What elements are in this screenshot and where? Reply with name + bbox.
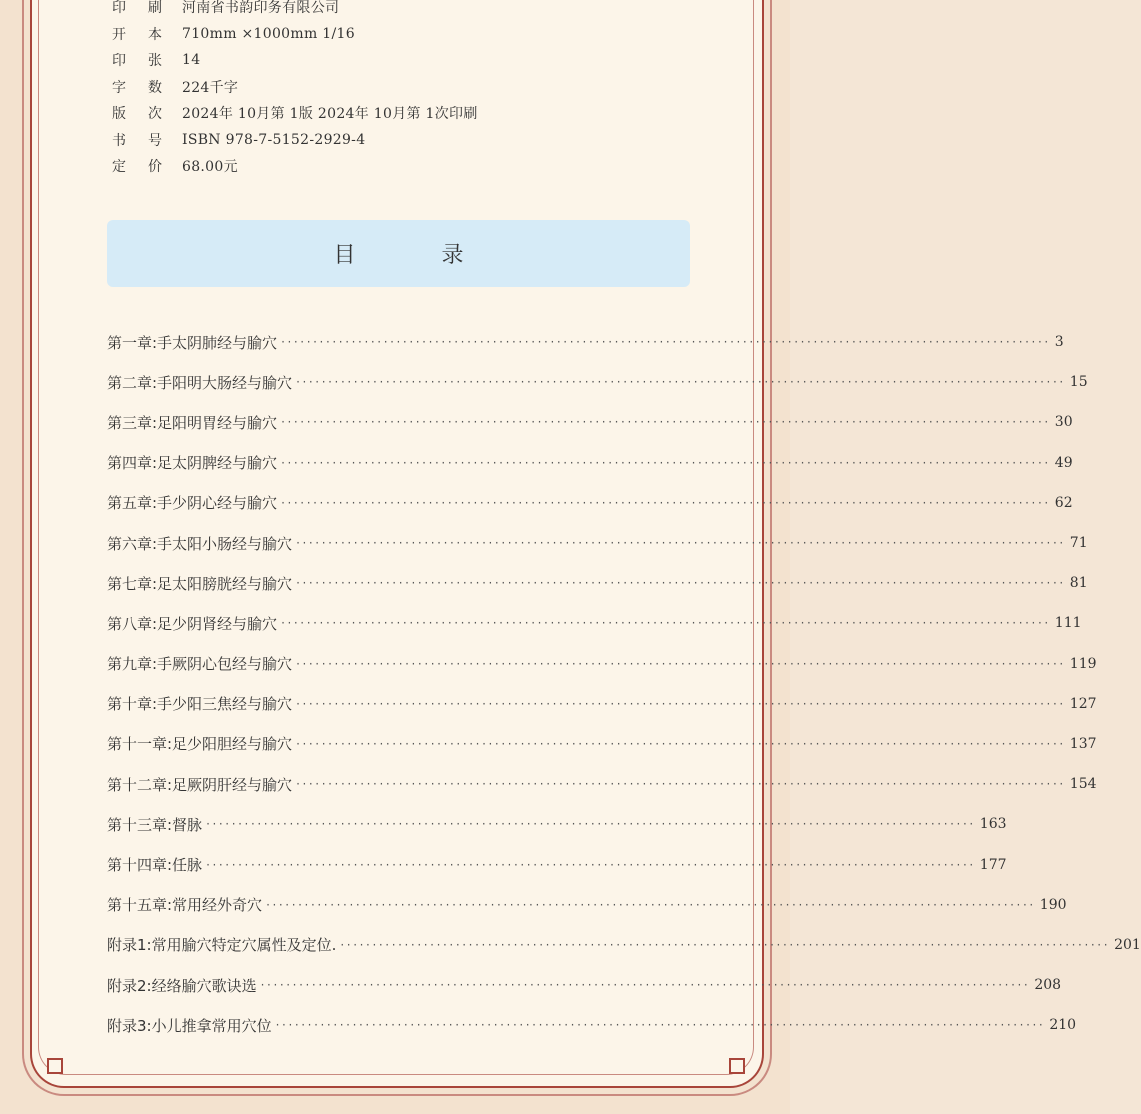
toc-heading	[107, 220, 690, 287]
toc-leader-dots: ························································································································	[340, 937, 1111, 952]
toc-entry-page: 49	[1054, 454, 1073, 471]
toc-leader-dots: ························································································································	[266, 897, 1036, 912]
colophon-row	[112, 21, 672, 48]
toc-leader-dots: ························································································································	[281, 335, 1051, 350]
toc-leader-dots: ························································································································	[296, 777, 1066, 792]
toc-entry[interactable]	[107, 644, 1097, 684]
toc-entry-page: 81	[1069, 575, 1088, 592]
colophon-label: 号	[148, 132, 162, 149]
toc-entry-title: 第十三章:督脉	[107, 815, 203, 834]
toc-entry-page: 137	[1069, 735, 1097, 752]
toc-entry-page: 177	[979, 856, 1007, 873]
toc-entry-page: 15	[1069, 374, 1088, 391]
toc-entry-title: 第七章:足太阳膀胱经与腧穴	[107, 574, 293, 593]
toc-entry-title: 第十二章:足厥阴肝经与腧穴	[107, 775, 293, 794]
colophon-value: ISBN 978-7-5152-2929-4	[182, 131, 366, 148]
colophon-value: 河南省书韵印务有限公司	[182, 0, 340, 17]
colophon-label: 定	[112, 159, 126, 176]
toc-entry-title: 第一章:手太阴肺经与腧穴	[107, 333, 278, 352]
toc-entry-title: 第四章:足太阴脾经与腧穴	[107, 454, 278, 473]
toc-leader-dots: ························································································································	[296, 576, 1066, 591]
toc-entry[interactable]	[107, 523, 1088, 563]
colophon-value: 68.00元	[182, 159, 238, 176]
toc-entry[interactable]	[107, 563, 1088, 603]
toc-entry[interactable]	[107, 885, 1067, 925]
toc-entry[interactable]	[107, 684, 1097, 724]
colophon-block	[112, 0, 672, 180]
toc-leader-dots: ························································································································	[206, 817, 976, 832]
toc-entry-page: 71	[1069, 535, 1088, 552]
toc-leader-dots: ························································································································	[260, 978, 1031, 993]
toc-entry[interactable]	[107, 443, 1073, 483]
table-of-contents	[107, 322, 1141, 1045]
colophon-label: 张	[148, 53, 162, 70]
colophon-label: 本	[148, 26, 162, 43]
toc-entry-page: 190	[1039, 896, 1067, 913]
toc-heading-char: 录	[441, 243, 464, 268]
toc-entry-page: 127	[1069, 695, 1097, 712]
toc-entry-title: 第三章:足阳明胃经与腧穴	[107, 413, 278, 432]
toc-entry[interactable]	[107, 965, 1062, 1005]
colophon-row	[112, 47, 672, 74]
toc-entry-title: 第六章:手太阳小肠经与腧穴	[107, 534, 293, 553]
frame-corner-ornament-left	[47, 1058, 63, 1074]
colophon-value: 2024年 10月第 1版 2024年 10月第 1次印刷	[182, 106, 478, 123]
toc-entry-page: 30	[1054, 414, 1073, 431]
toc-entry-title: 第二章:手阳明大肠经与腧穴	[107, 373, 293, 392]
toc-entry-page: 201	[1114, 936, 1141, 953]
colophon-label: 书	[112, 132, 126, 149]
toc-entry-page: 208	[1034, 977, 1062, 994]
colophon-label: 刷	[148, 0, 162, 17]
colophon-value: 710mm ×1000mm 1/16	[182, 25, 355, 42]
toc-entry-title: 第八章:足少阴肾经与腧穴	[107, 614, 278, 633]
toc-leader-dots: ························································································································	[296, 656, 1066, 671]
toc-leader-dots: ························································································································	[281, 415, 1051, 430]
toc-entry-title: 第十五章:常用经外奇穴	[107, 896, 263, 915]
toc-entry-page: 3	[1054, 334, 1064, 351]
toc-leader-dots: ························································································································	[206, 857, 976, 872]
toc-entry-page: 163	[979, 816, 1007, 833]
colophon-row	[112, 74, 672, 101]
toc-entry[interactable]	[107, 402, 1073, 442]
toc-entry[interactable]	[107, 925, 1141, 965]
toc-entry[interactable]	[107, 724, 1097, 764]
toc-entry[interactable]	[107, 804, 1007, 844]
toc-entry[interactable]	[107, 483, 1073, 523]
colophon-label: 字	[112, 79, 126, 96]
colophon-label: 版	[112, 106, 126, 123]
colophon-label: 印	[112, 53, 126, 70]
toc-entry-title: 第十章:手少阳三焦经与腧穴	[107, 695, 293, 714]
toc-entry-title: 附录3:小儿推拿常用穴位	[107, 1016, 272, 1035]
toc-entry-page: 62	[1054, 494, 1073, 511]
toc-entry[interactable]	[107, 322, 1064, 362]
colophon-label: 次	[148, 106, 162, 123]
toc-entry-title: 第五章:手少阴心经与腧穴	[107, 494, 278, 513]
colophon-label: 价	[148, 159, 162, 176]
toc-entry-title: 附录1:常用腧穴特定穴属性及定位.	[107, 936, 337, 955]
toc-heading-char: 目	[333, 243, 356, 268]
colophon-row	[112, 127, 672, 154]
toc-leader-dots: ························································································································	[281, 616, 1051, 631]
colophon-row	[112, 0, 672, 21]
toc-entry-page: 111	[1054, 615, 1082, 632]
toc-entry[interactable]	[107, 844, 1007, 884]
toc-leader-dots: ························································································································	[281, 495, 1051, 510]
toc-leader-dots: ························································································································	[296, 696, 1066, 711]
colophon-value: 14	[182, 52, 201, 69]
colophon-row	[112, 153, 672, 180]
toc-leader-dots: ························································································································	[275, 1018, 1046, 1033]
toc-entry-page: 154	[1069, 776, 1097, 793]
toc-leader-dots: ························································································································	[296, 375, 1066, 390]
toc-entry[interactable]	[107, 362, 1088, 402]
toc-entry-title: 第九章:手厥阴心包经与腧穴	[107, 655, 293, 674]
toc-entry-title: 附录2:经络腧穴歌诀选	[107, 976, 257, 995]
toc-entry-page: 210	[1049, 1017, 1077, 1034]
toc-leader-dots: ························································································································	[281, 455, 1051, 470]
colophon-value: 224千字	[182, 79, 239, 96]
toc-entry-title: 第十四章:任脉	[107, 856, 203, 875]
toc-entry-page: 119	[1069, 655, 1097, 672]
toc-entry[interactable]	[107, 603, 1082, 643]
colophon-label: 印	[112, 0, 126, 17]
colophon-label: 数	[148, 79, 162, 96]
toc-leader-dots: ························································································································	[296, 536, 1066, 551]
toc-entry-title: 第十一章:足少阳胆经与腧穴	[107, 735, 293, 754]
frame-corner-ornament-right	[729, 1058, 745, 1074]
toc-leader-dots: ························································································································	[296, 736, 1066, 751]
colophon-row	[112, 100, 672, 127]
toc-entry[interactable]	[107, 764, 1097, 804]
toc-entry[interactable]	[107, 1005, 1077, 1045]
colophon-label: 开	[112, 26, 126, 43]
